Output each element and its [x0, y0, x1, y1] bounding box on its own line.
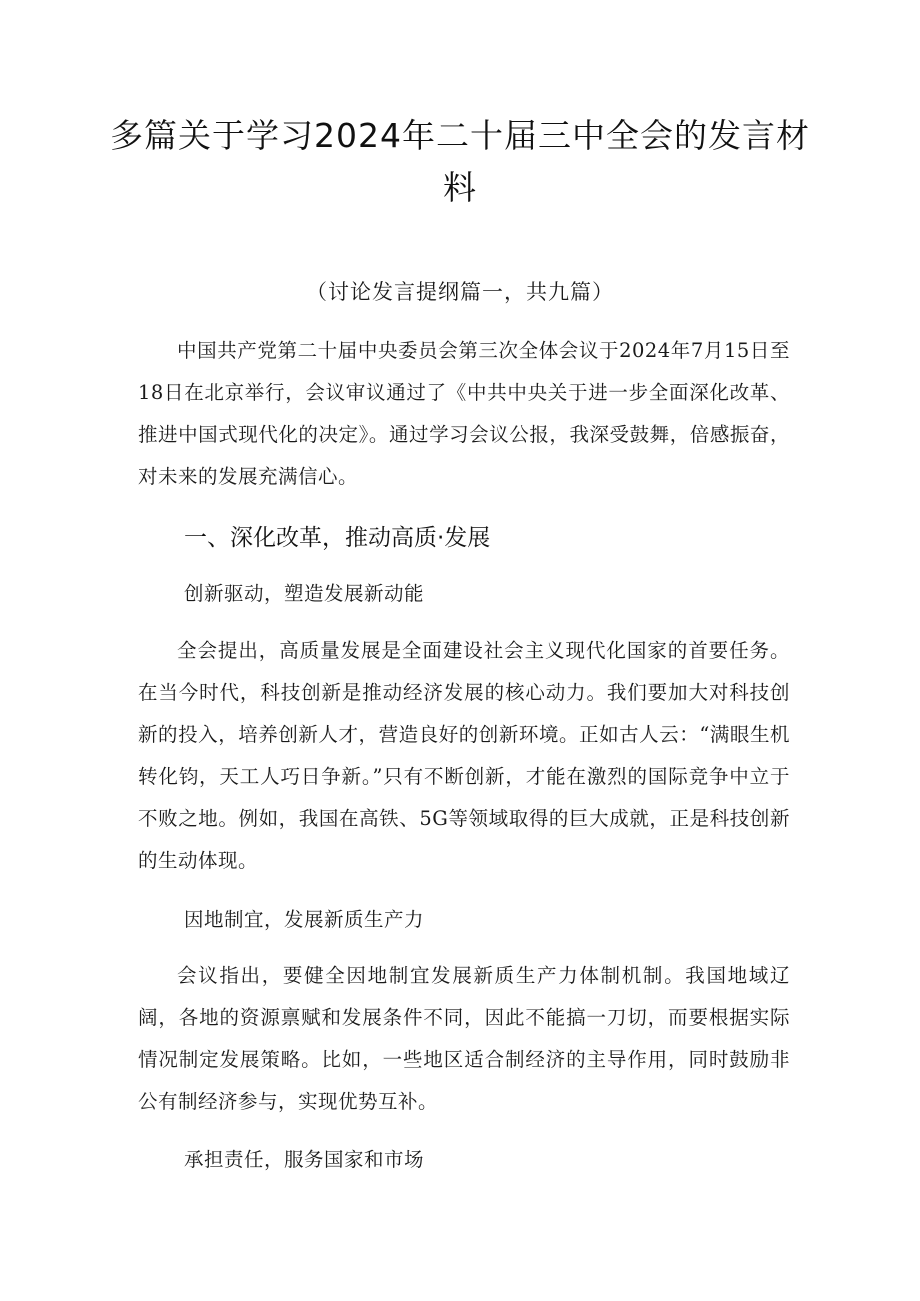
document-subtitle: （讨论发言提纲篇一，共九篇）	[306, 280, 614, 304]
paragraph-local-conditions: 会议指出，要健全因地制宜发展新质生产力体制机制。我国地域辽阔，各地的资源禀赋和发展条件不同，因此不能搞一刀切，而要根据实际情况制定发展策略。比如，一些地区适合制经济的主导作用，同时鼓励非公有制经济参与，实现优势互补。	[138, 964, 790, 1113]
paragraph-innovation: 全会提出，高质量发展是全面建设社会主义现代化国家的首要任务。在当今时代，科技创新是推动经济发展的核心动力。我们要加大对科技创新的投入，培养创新人才，营造良好的创新环境。正如古人云：“满眼生机转化钧，天工人巧日争新。”只有不断创新，才能在激烈的国际竞争中立于不败之地。例如，我国在高铁、5G等领域取得的巨大成就，正是科技创新的生动体现。	[138, 639, 790, 872]
document-title: 多篇关于学习2024年二十届三中全会的发言材料	[110, 116, 810, 207]
subheading-innovation: 创新驱动，塑造发展新动能	[184, 582, 425, 605]
subheading-responsibility: 承担责任，服务国家和市场	[184, 1148, 425, 1171]
section-heading: 一、深化改革，推动高质·发展	[184, 525, 491, 551]
intro-paragraph: 中国共产党第二十届中央委员会第三次全体会议于2024年7月15日至18日在北京举行，会议审议通过了《中共中央关于进一步全面深化改革、推进中国式现代化的决定》。通过学习会议公报，我深受鼓舞，倍感振奋，对未来的发展充满信心。	[138, 339, 790, 488]
subheading-local-conditions: 因地制宜，发展新质生产力	[184, 908, 425, 931]
